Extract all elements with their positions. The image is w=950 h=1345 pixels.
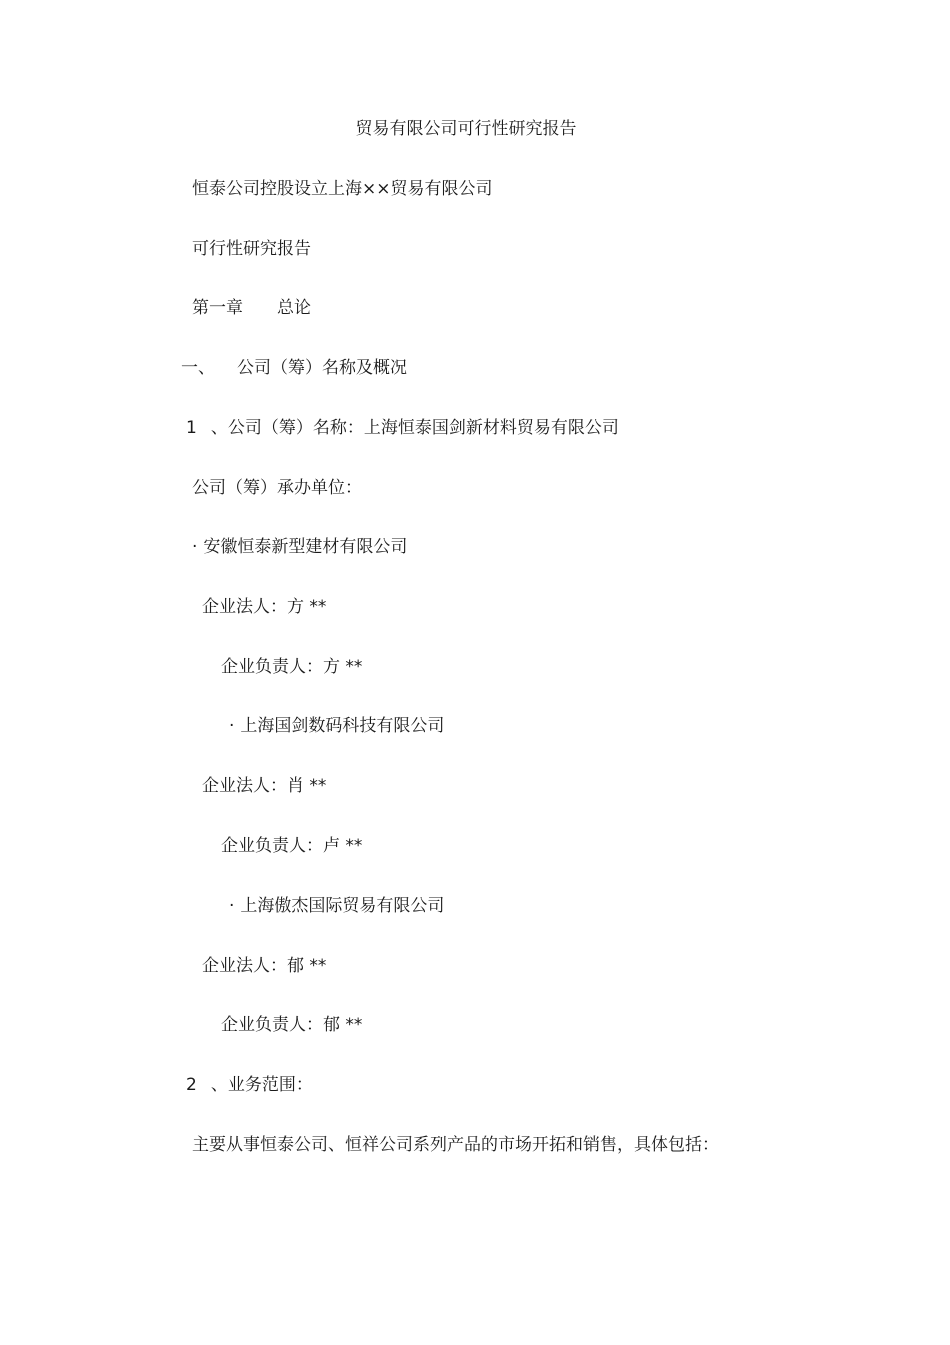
sponsor-1-manager: 企业负责人：方 ** [221,657,363,677]
chapter-name: 总论 [277,298,311,318]
chapter-heading [192,297,311,319]
item-1-text: 、公司（筹）名称：上海恒泰国剑新材料贸易有限公司 [210,418,619,438]
sponsor-3-name-line [229,895,444,917]
bullet-icon: · [229,896,235,916]
sponsor-2-name: 上海国剑数码科技有限公司 [240,716,445,736]
sponsor-1-name-line [192,536,407,558]
sponsor-1-name: 安徽恒泰新型建材有限公司 [203,537,408,557]
sponsor-2-legal-rep: 企业法人：肖 ** [202,776,327,796]
sponsor-3-manager: 企业负责人：郁 ** [221,1015,363,1035]
section-1-heading [181,357,407,379]
business-description: 主要从事恒泰公司、恒祥公司系列产品的市场开拓和销售，具体包括： [192,1135,719,1155]
subtitle-line-1: 恒泰公司控股设立上海××贸易有限公司 [192,179,493,199]
document-title: 贸易有限公司可行性研究报告 [355,119,577,139]
section-1-number: 一、 [181,358,215,378]
item-1-number: 1 [186,418,197,438]
sponsor-1-legal-rep: 企业法人：方 ** [202,597,327,617]
item-2 [186,1074,313,1096]
item-2-number: 2 [186,1075,197,1095]
item-2-text: 、业务范围： [210,1075,313,1095]
bullet-icon: · [229,716,235,736]
sponsor-3-legal-rep: 企业法人：郁 ** [202,956,327,976]
sponsor-2-manager: 企业负责人：卢 ** [221,836,363,856]
sponsor-3-name: 上海傲杰国际贸易有限公司 [240,896,445,916]
sponsor-2-name-line [229,715,444,737]
subtitle-line-2: 可行性研究报告 [192,239,311,259]
bullet-icon: · [192,537,198,557]
chapter-label: 第一章 [192,298,243,318]
item-1 [186,417,619,439]
section-1-title: 公司（筹）名称及概况 [237,358,407,378]
sponsors-heading: 公司（筹）承办单位： [192,478,362,498]
